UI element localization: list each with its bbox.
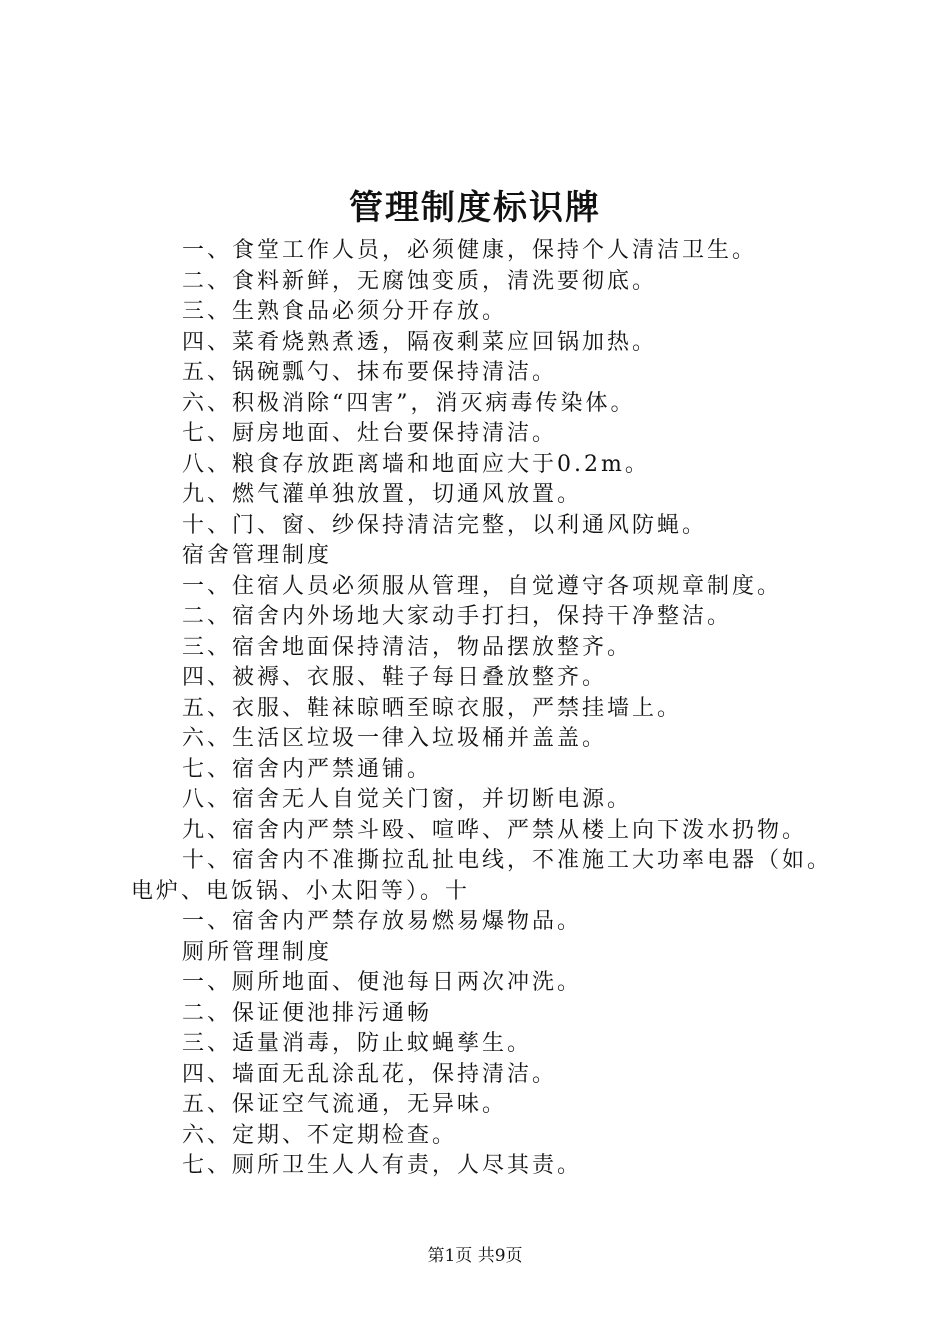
text-line: 二、食料新鲜，无腐蚀变质，清洗要彻底。 — [182, 268, 658, 294]
text-line: 七、厨房地面、灶台要保持清洁。 — [182, 421, 558, 446]
text-line: 一、厕所地面、便池每日两次冲洗。 — [182, 970, 583, 995]
text-line: 九、燃气灌单独放置，切通风放置。 — [182, 482, 583, 507]
text-line: 九、宿舍内严禁斗殴、喧哗、严禁从楼上向下泼水扔物。 — [182, 817, 808, 843]
text-line: 十、门、窗、纱保持清洁完整，以利通风防蝇。 — [182, 512, 708, 538]
text-line: 五、衣服、鞋袜晾晒至晾衣服，严禁挂墙上。 — [182, 695, 683, 721]
document-title: 管理制度标识牌 — [349, 188, 601, 228]
text-line: 四、墙面无乱涂乱花，保持清洁。 — [182, 1061, 558, 1087]
text-line: 八、宿舍无人自觉关门窗，并切断电源。 — [182, 787, 633, 812]
text-line: 七、宿舍内严禁通铺。 — [182, 756, 433, 782]
text-line: 七、厕所卫生人人有责，人尽其责。 — [182, 1153, 583, 1178]
text-line: 三、适量消毒，防止蚊蝇孳生。 — [182, 1031, 533, 1056]
text-line: 一、食堂工作人员，必须健康，保持个人清洁卫生。 — [182, 238, 758, 263]
section-heading-toilet: 厕所管理制度 — [182, 939, 333, 965]
text-line: 六、定期、不定期检查。 — [182, 1122, 458, 1148]
text-line: 六、生活区垃圾一律入垃圾桶并盖盖。 — [182, 726, 608, 751]
text-line: 四、被褥、衣服、鞋子每日叠放整齐。 — [182, 665, 608, 690]
document-body — [0, 236, 950, 1182]
text-line: 五、保证空气流通，无异味。 — [182, 1092, 508, 1117]
text-line: 六、积极消除“四害”，消灭病毒传染体。 — [182, 390, 636, 416]
text-line: 一、宿舍内严禁存放易燃易爆物品。 — [182, 909, 583, 934]
text-line: 三、宿舍地面保持清洁，物品摆放整齐。 — [182, 634, 633, 660]
page-footer: 第1页 共9页 — [427, 1246, 523, 1266]
text-line-continuation: 电炉、电饭锅、小太阳等）。十 — [131, 878, 471, 904]
text-line: 二、宿舍内外场地大家动手打扫，保持干净整洁。 — [182, 604, 733, 629]
text-line: 四、菜肴烧熟煮透，隔夜剩菜应回锅加热。 — [182, 329, 658, 355]
text-line: 八、粮食存放距离墙和地面应大于0.2m。 — [182, 451, 650, 477]
text-line: 五、锅碗瓢勺、抹布要保持清洁。 — [182, 360, 558, 385]
text-line: 一、住宿人员必须服从管理，自觉遵守各项规章制度。 — [182, 573, 783, 599]
text-line: 十、宿舍内不准撕拉乱扯电线，不准施工大功率电器（如。 — [182, 848, 833, 873]
text-line: 三、生熟食品必须分开存放。 — [182, 299, 508, 324]
section-heading-dormitory: 宿舍管理制度 — [182, 543, 333, 568]
text-line: 二、保证便池排污通畅 — [182, 1000, 433, 1026]
